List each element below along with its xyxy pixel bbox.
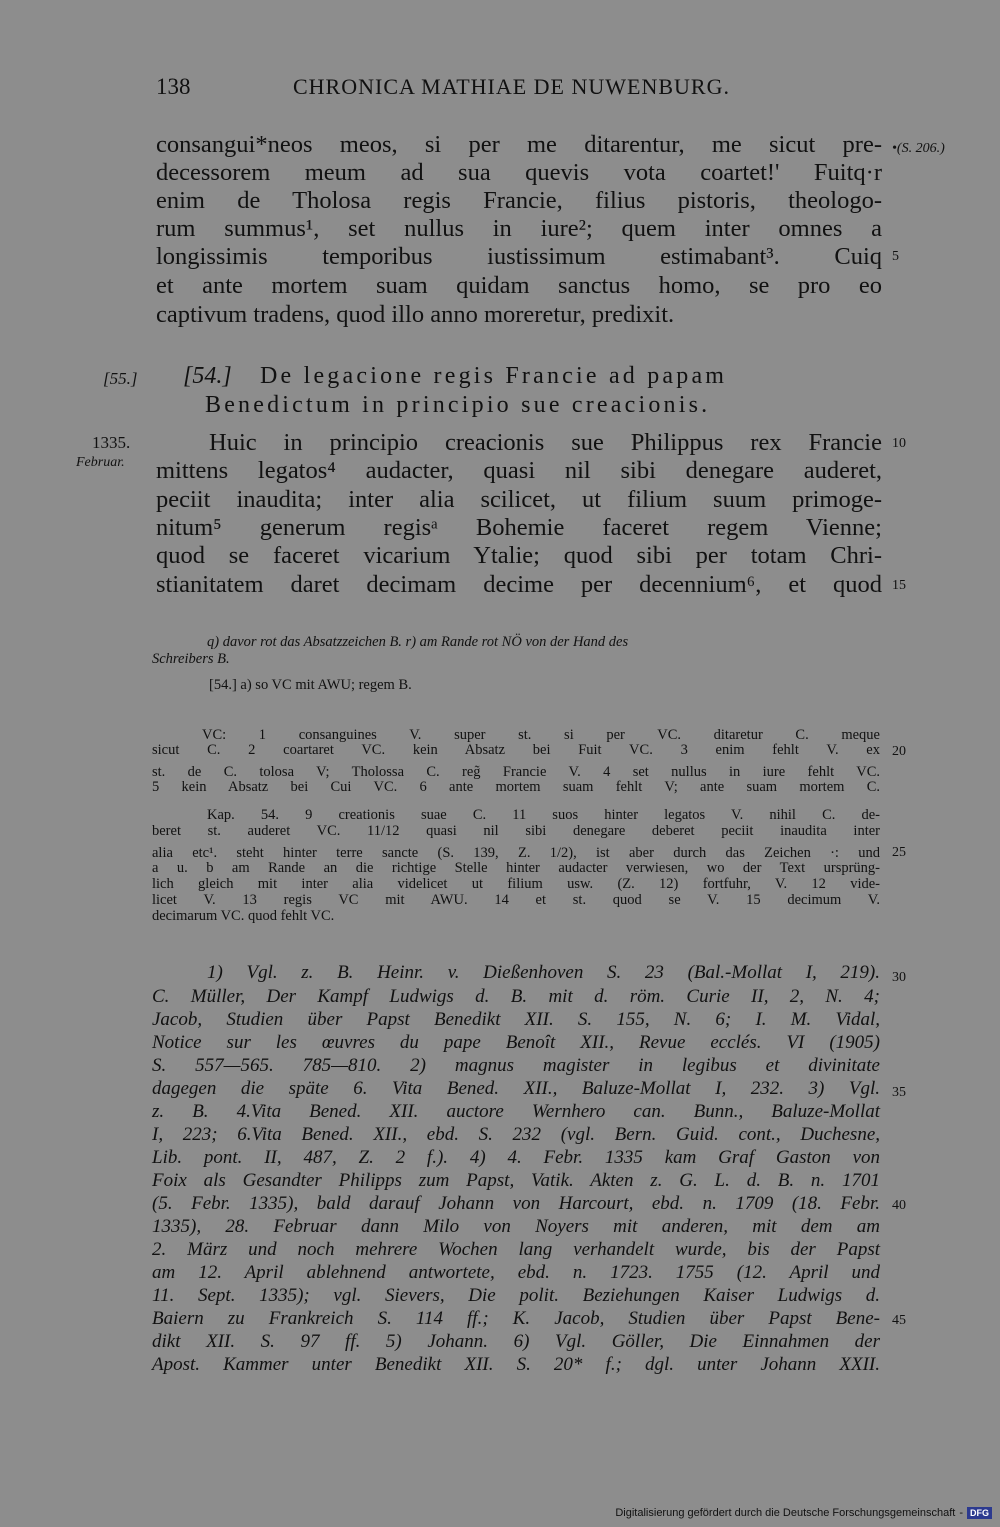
apparatus-line: lich gleich mit inter alia videlicet ut filium usw. (Z. 12) fortfuhr, V. 12 vide- [152,876,880,892]
chapter-title-line2: Benedictum in principio sue creacionis. [205,392,711,418]
apparatus-line: Schreibers B. [152,651,230,667]
line-number: 20 [892,744,906,759]
line-number: 30 [892,970,906,985]
text-line: peciit inaudita; inter alia scilicet, ut filium suum primoge- [156,486,882,513]
apparatus-line: Kap. 54. 9 creationis suae C. 11 suos hinter legatos V. nihil C. de- [207,807,880,823]
footnote-line: S. 557—565. 785—810. 2) magnus magister in legibus et divinitate [152,1055,880,1076]
footnote-line: Notice sur les œuvres du pape Benoît XII., Revue ecclés. VI (1905) [152,1032,880,1053]
apparatus-line: decimarum VC. quod fehlt VC. [152,908,335,924]
footnote-line: Apost. Kammer unter Benedikt XII. S. 20* f.; dgl. unter Johann XXII. [152,1354,880,1375]
text-line: rum summus¹, set nullus in iure²; quem inter omnes a [156,215,882,242]
apparatus-line: a u. b am Rande an die richtige Stelle hinter audacter verwiesen, wo der Text ursprüng- [152,860,880,876]
digitization-credit: Digitalisierung gefördert durch die Deutsche Forschungsgemeinschaft - DFG [615,1507,992,1519]
footnote-line: Lib. pont. II, 487, Z. 2 f.). 4) 4. Febr. 1335 kam Graf Gaston von [152,1147,880,1168]
text-line: consangui*neos meos, si per me ditarentur, me sicut pre- [156,131,882,158]
footnote-line: Jacob, Studien über Papst Benedikt XII. S. 155, N. 6; I. M. Vidal, [152,1009,880,1030]
footnote-line: 1) Vgl. z. B. Heinr. v. Dießenhoven S. 23 (Bal.-Mollat I, 219). [207,962,880,983]
apparatus-line: st. de C. tolosa V; Tholossa C. reg̃ Francie V. 4 set nullus in iure fehlt VC. [152,764,880,780]
line-number: 10 [892,436,906,451]
margin-year: 1335. [92,433,131,452]
text-line: nitum⁵ generum regisᵃ Bohemie faceret regem Vienne; [156,514,882,541]
chapter-number: [54.] [183,363,232,389]
footnote-line: dikt XII. S. 97 ff. 5) Johann. 6) Vgl. Göller, Die Einnahmen der [152,1331,880,1352]
line-number: 25 [892,845,906,860]
margin-month: Februar. [76,455,125,470]
footnote-line: z. B. 4.Vita Bened. XII. auctore Wernhero can. Bunn., Baluze-Mollat [152,1101,880,1122]
text-line: enim de Tholosa regis Francie, filius pistoris, theologo- [156,187,882,214]
text-line: quod se faceret vicarium Ytalie; quod sibi per totam Chri- [156,542,882,569]
footnote-line: 1335), 28. Februar dann Milo von Noyers mit anderen, mit dem am [152,1216,880,1237]
footnote-line: (5. Febr. 1335), bald darauf Johann von Harcourt, ebd. n. 1709 (18. Febr. [152,1193,880,1214]
footnote-line: C. Müller, Der Kampf Ludwigs d. B. mit d. röm. Curie II, 2, N. 4; [152,986,880,1007]
line-number: 40 [892,1198,906,1213]
footnote-line: 2. März und noch mehrere Wochen lang verhandelt wurde, bis der Papst [152,1239,880,1260]
footnote-line: 11. Sept. 1335); vgl. Sievers, Die polit. Beziehungen Kaiser Ludwigs d. [152,1285,880,1306]
apparatus-line: licet V. 13 regis VC mit AWU. 14 et st. quod se V. 15 decimum V. [152,892,880,908]
apparatus-line: q) davor rot das Absatzzeichen B. r) am Rande rot NÖ von der Hand des [207,634,629,650]
line-number: 5 [892,249,899,264]
apparatus-line: sicut C. 2 coartaret VC. kein Absatz bei Fuit VC. 3 enim fehlt V. ex [152,742,880,758]
credit-text: Digitalisierung gefördert durch die Deutsche Forschungsgemeinschaft [615,1507,956,1519]
apparatus-line: VC: 1 consanguines V. super st. si per VC. ditaretur C. meque [202,727,880,743]
apparatus-line: 5 kein Absatz bei Cui VC. 6 ante mortem suam fehlt V; ante suam mortem C. [152,779,880,795]
footnote-line: Foix als Gesandter Philipps zum Papst, Vatik. Akten z. G. L. d. B. n. 1701 [152,1170,880,1191]
footnote-line: I, 223; 6.Vita Bened. XII., ebd. S. 232 (vgl. Bern. Guid. cont., Duchesne, [152,1124,880,1145]
footnote-line: Baiern zu Frankreich S. 114 ff.; K. Jacob, Studien über Papst Bene- [152,1308,880,1329]
text-line: longissimis temporibus iustissimum estimabant³. Cuiq [156,243,882,270]
running-title: CHRONICA MATHIAE DE NUWENBURG. [293,74,730,99]
text-line: decessorem meum ad sua quevis vota coartet!' Fuitq·r [156,159,882,186]
footnote-line: dagegen die späte 6. Vita Bened. XII., Baluze-Mollat I, 232. 3) Vgl. [152,1078,880,1099]
text-line: stianitatem daret decimam decime per decennium⁶, et quod [156,571,882,598]
text-line: Huic in principio creacionis sue Philippus rex Francie [209,429,882,456]
page-number: 138 [156,74,191,99]
apparatus-line: beret st. auderet VC. 11/12 quasi nil sibi denegare deberet peciit inaudita inter [152,823,880,839]
text-line: et ante mortem suam quidam sanctus homo, se pro eo [156,272,882,299]
text-line: mittens legatos⁴ audacter, quasi nil sibi denegare auderet, [156,457,882,484]
apparatus-line: alia etc¹. steht hinter terre sancte (S. 139, Z. 1/2), ist aber durch das Zeichen ·: und [152,845,880,861]
apparatus-line: [54.] a) so VC mit AWU; regem B. [209,677,412,693]
chapter-title-line1: De legacione regis Francie ad papam [260,363,728,389]
line-number: 15 [892,578,906,593]
chapter-left-ref: [55.] [103,369,138,388]
line-number: 35 [892,1085,906,1100]
dfg-logo: DFG [967,1507,992,1519]
edition-page-reference: •(S. 206.) [892,141,945,156]
text-line: captivum tradens, quod illo anno moreretur, predixit. [156,301,675,328]
footnote-line: am 12. April ablehnend antwortete, ebd. n. 1723. 1755 (12. April und [152,1262,880,1283]
line-number: 45 [892,1313,906,1328]
